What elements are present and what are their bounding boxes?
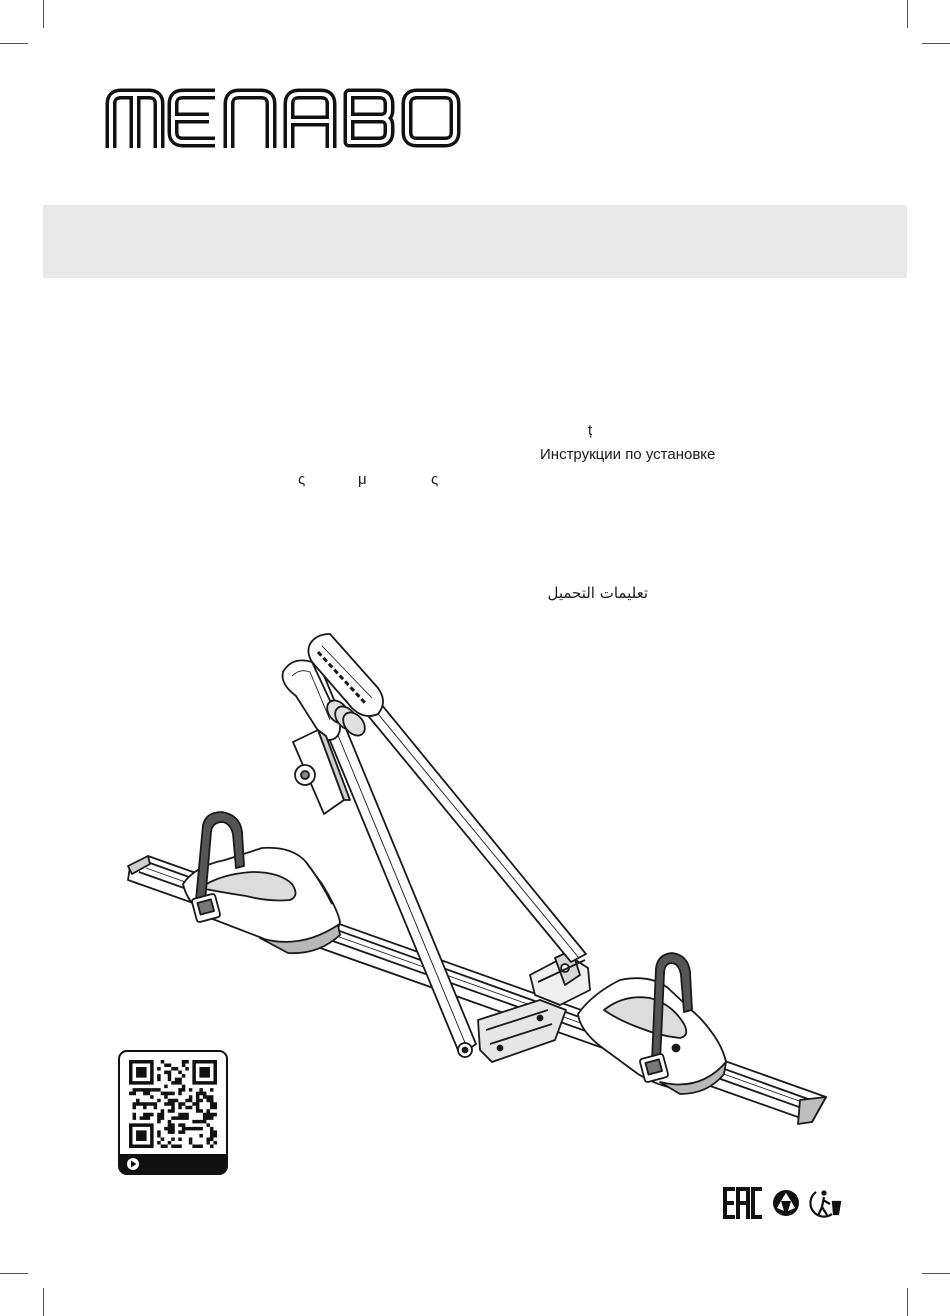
crop-mark-bottom-right-v [907,1288,908,1316]
recycle-icon [773,1190,799,1216]
qr-code-icon [118,1050,228,1175]
strap-right [639,953,692,1083]
crop-mark-bottom-left-v [43,1288,44,1316]
menabo-logo [100,84,470,154]
romanian-fragment: ț [588,422,593,439]
clamp-spring [323,696,370,739]
greek-fragment: ς [431,471,439,488]
certification-marks [720,1184,850,1224]
clamp-grip-handle [283,660,341,740]
crop-mark-top-right-v [907,0,908,28]
frame-clamp-head [308,634,383,716]
frame-arm-rail [365,704,586,962]
title-band [43,205,907,278]
frame-arm-main [300,661,476,1057]
wheel-tray-right [578,978,726,1094]
crop-mark-bottom-right-h [922,1273,950,1274]
mounting-plate [478,1000,566,1062]
arm-bracket [530,950,590,1005]
adjustment-knob-bracket [293,730,350,814]
crop-mark-bottom-left-h [0,1273,28,1274]
crop-mark-top-left-h [0,43,28,44]
greek-fragment: μ [358,471,367,488]
wheel-tray-left [183,848,340,953]
strap-left [191,812,244,923]
greek-fragment: ς [298,471,306,488]
arabic-instructions-title: تعليمات التحميل [547,584,648,602]
eac-mark-icon [725,1189,760,1217]
logo-outline [111,94,455,148]
crop-mark-top-left-v [43,0,44,28]
roof-bar [128,856,826,1124]
play-icon [127,1158,139,1170]
russian-instructions-title: Инструкции по установке [540,446,716,463]
crop-mark-top-right-h [922,43,950,44]
tidyman-icon [810,1190,840,1216]
